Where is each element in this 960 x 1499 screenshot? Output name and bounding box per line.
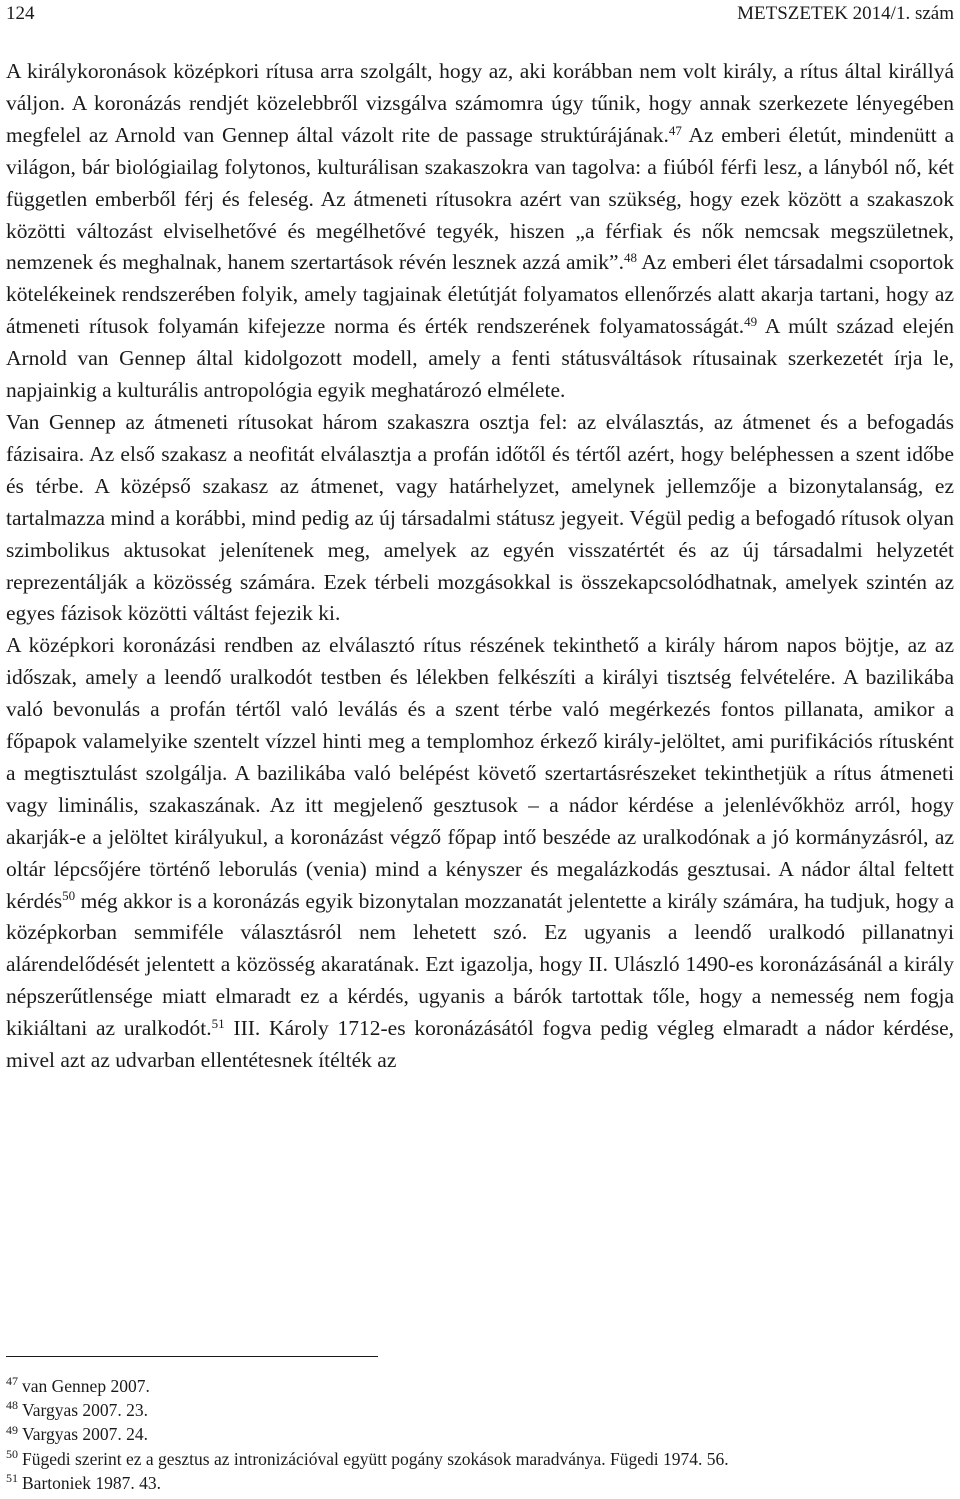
- footnote: [6, 1398, 954, 1422]
- footnote-separator: [6, 1356, 378, 1357]
- footnote-number: 50: [6, 1446, 18, 1461]
- footnote-reference[interactable]: 49: [744, 314, 758, 330]
- footnote-reference[interactable]: 50: [62, 888, 76, 904]
- footnote: [6, 1471, 954, 1495]
- running-header: [6, 0, 954, 27]
- footnotes: [6, 1374, 954, 1495]
- paragraph-text: Az emberi életút, mindenütt a világon, bár biológiailag folytonos, kulturálisan szakaszokra van tagolva: a fiúból férfi lesz, a lányból nő, két független emberből férj és feleség. Az átmeneti rítusokra azért van szükség, hogy ezek között a szakaszok közötti változást elviselhetővé és megélhetővé tegyék, hiszen „a férfiak és nők nemcsak megszületnek, nemzenek és meghalnak, hanem szertartások révén lesznek azzá amik”.: [6, 122, 955, 275]
- paragraph-text: Van Gennep az átmeneti rítusokat három szakaszra osztja fel: az elválasztás, az átmenet és a befogadás fázisaira. Az első szakasz a neofitát elválasztja a profán időtől és tértől azért, hogy beléphessen a szent időbe és térbe. A középső szakasz az átmenet, vagy határhelyzet, amelynek jellemzője a bizonytalanság, ez tartalmazza mind a korábbi, mind pedig az új társadalmi státusz jegyeit. Végül pedig a befogadó rítusok olyan szimbolikus aktusokat jelenítenek meg, amelyek az egyén visszatértét és az új társadalmi helyzetét reprezentálják a közösség számára. Ezek térbeli mozgásokkal is összekapcsolódhatnak, amelyek szintén az egyes fázisok közötti váltást fejezik ki.: [6, 409, 954, 626]
- footnote: [6, 1374, 954, 1398]
- footnote: [6, 1447, 954, 1471]
- paragraph: [6, 630, 954, 1077]
- paragraph-text: Az emberi élet társadalmi csoportok kötelékeinek rendszerében folyik, amely tagjainak életútját folyamatos ellenőrzés alatt akarja tartani, hogy az átmeneti rítusok folyamán kifejezze norma és érték rendszerének folyamatosságát.: [6, 250, 954, 339]
- document-page: [6, 0, 955, 1493]
- footnote-text: Vargyas 2007. 23.: [22, 1400, 149, 1421]
- footnote-reference[interactable]: 48: [623, 250, 637, 266]
- footnote-text: Vargyas 2007. 24.: [22, 1424, 149, 1445]
- paragraph: [6, 56, 954, 407]
- paragraph-text: A középkori koronázási rendben az elválasztó rítus részének tekinthető a király három napos böjtje, az az időszak, amely a leendő uralkodót testben és lélekben felkészíti a királyi tisztség felvételére. A bazilikába való bevonulás a profán tértől való leválás és a szent térbe való megérkezés fontos pillanata, amikor a főpapok valamelyike szentelt vízzel hinti meg a templomhoz érkező király-jelöltet, ami purifikációs rítusként a megtisztulást szolgálja. A bazilikába való belépést követő szertartásrészeket tekinthetjük a rítus átmeneti vagy liminális, szakaszának. Az itt megjelenő gesztusok – a nádor kérdése a jelenlévőkhöz arról, hogy akarják-e a jelöltet királyukul, a koronázást végző főpap intő beszéde az uralkodónak a jó kormányzásról, az oltár lépcsőjére történő leborulás (venia) mind a kényszer és megalázkodás gesztusai. A nádor által feltett kérdés: [6, 633, 954, 913]
- footnote-number: 51: [6, 1470, 18, 1485]
- footnote-number: 48: [6, 1398, 18, 1413]
- footnote-text: Fügedi szerint ez a gesztus az intronizációval együtt pogány szokások maradványa. Fügedi 1974. 56.: [22, 1448, 729, 1469]
- paragraph-text: még akkor is a koronázás egyik bizonytalan mozzanatát jelentette a király számára, ha tudjuk, hogy a középkorban semmiféle választásról nem lehetett szó. Ez ugyanis a leendő uralkodó pillanatnyi alárendelődését jelentett a közösség akaratának. Ezt igazolja, hogy II. Ulászló 1490-es koronázásánál a király népszerűtlensége miatt elmaradt ez a kérdés, ugyanis a bárók tartottak tőle, hogy a nemesség nem fogja kikiáltani az uralkodót.: [6, 888, 954, 1041]
- paragraph-text: III. Károly 1712-es koronázásától fogva pedig végleg elmaradt a nádor kérdése, mivel azt az udvarban ellentétesnek ítélték az: [6, 1016, 954, 1073]
- body-text: [6, 56, 954, 1077]
- footnote-text: Bartoniek 1987. 43.: [22, 1472, 162, 1493]
- journal-title: METSZETEK 2014/1. szám: [737, 3, 954, 24]
- paragraph: [6, 407, 954, 630]
- page-number: 124: [6, 3, 35, 24]
- footnote-number: 49: [6, 1422, 18, 1437]
- footnote-reference[interactable]: 51: [211, 1016, 225, 1032]
- paragraph-text: A múlt század elején Arnold van Gennep által kidolgozott modell, amely a fenti státusváltások rítusainak szerkezetét írja le, napjainkig a kulturális antropológia egyik meghatározó elmélete.: [6, 314, 954, 403]
- footnote: [6, 1422, 954, 1446]
- footnote-number: 47: [6, 1374, 18, 1389]
- footnote-reference[interactable]: 47: [668, 122, 682, 138]
- footnote-text: van Gennep 2007.: [22, 1376, 150, 1396]
- paragraph-text: A királykoronások középkori rítusa arra szolgált, hogy az, aki korábban nem volt király, a rítus által királlyá váljon. A koronázás rendjét közelebbről vizsgálva számomra úgy tűnik, hogy annak szerkezete lényegében megfelel az Arnold van Gennep által vázolt rite de passage struktúrájának.: [6, 59, 954, 147]
